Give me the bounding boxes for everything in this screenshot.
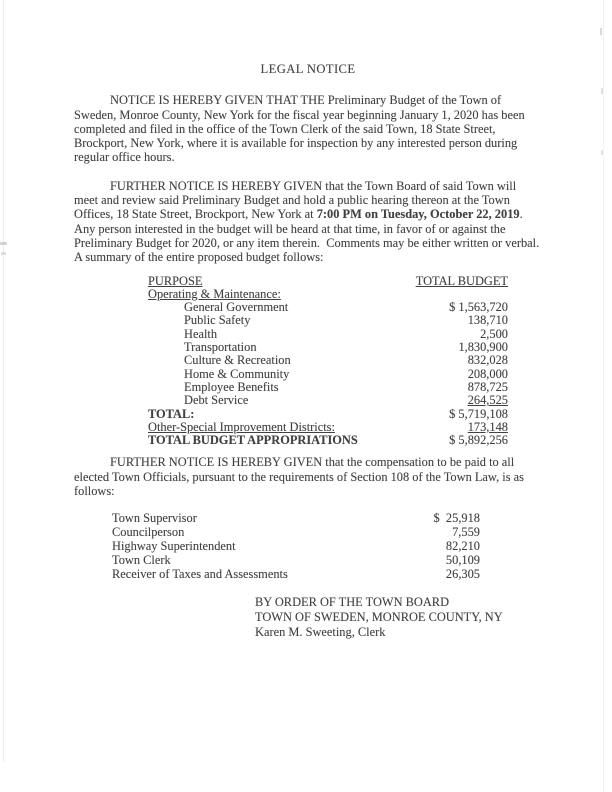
row-value: 2,500	[480, 326, 508, 341]
row-label: Transportation	[184, 340, 257, 355]
row-value: 138,710	[467, 313, 508, 328]
row-value: 26,305	[445, 566, 480, 581]
table-row	[148, 354, 508, 367]
closing-line-by-order: BY ORDER OF THE TOWN BOARD	[255, 595, 450, 610]
row-value: $ 1,563,720	[449, 300, 508, 315]
paragraph-text: FURTHER NOTICE IS HEREBY GIVEN that the compensation to be paid to all elected Town Officials, pursuant to the requirements of Section 108 of the Town Law, is as follows:	[74, 455, 528, 499]
table-row	[112, 554, 480, 568]
budget-summary-table	[148, 275, 508, 448]
table-row	[148, 368, 508, 381]
closing-block	[255, 595, 542, 639]
hearing-datetime: 7:00 PM on Tuesday, October 22, 2019	[316, 207, 520, 222]
column-header-purpose: PURPOSE	[148, 273, 203, 288]
table-row	[148, 301, 508, 314]
row-value: 82,210	[445, 538, 480, 553]
paragraph-text: FURTHER NOTICE IS HEREBY GIVEN that the Town Board of said Town will meet and review said Preliminary Budget and hold a public hearing thereon at the Town Offices, 18 State Street, Brockport, New York at	[74, 178, 520, 222]
row-label: Town Supervisor	[112, 511, 197, 526]
column-header-total-budget: TOTAL BUDGET	[415, 273, 508, 288]
row-label: Home & Community	[184, 366, 290, 381]
total-value: $ 5,719,108	[449, 406, 508, 421]
row-value: 208,000	[467, 366, 508, 381]
table-section-row	[148, 288, 508, 301]
table-grand-total-row	[148, 434, 508, 447]
scan-artifact-smudge	[0, 242, 7, 245]
row-label: Public Safety	[184, 313, 251, 328]
row-value: $ 25,918	[433, 511, 480, 526]
table-row	[148, 341, 508, 354]
grand-total-label: TOTAL BUDGET APPROPRIATIONS	[148, 433, 358, 448]
paragraph-officials-compensation	[74, 455, 542, 498]
row-value: 50,109	[445, 552, 480, 567]
table-row	[112, 568, 480, 582]
scan-artifact-right-edge-line	[603, 0, 604, 792]
row-value: 878,725	[467, 379, 508, 394]
table-row	[112, 540, 480, 554]
row-label: Highway Superintendent	[112, 538, 236, 553]
table-other-districts-row	[148, 421, 508, 434]
other-districts-value: 173,148	[467, 419, 508, 434]
table-header-row	[148, 275, 508, 288]
paragraph-public-hearing	[74, 178, 545, 265]
row-label: Employee Benefits	[184, 379, 279, 394]
other-districts-label: Other-Special Improvement Districts:	[148, 419, 335, 434]
row-label: Town Clerk	[112, 552, 171, 567]
section-label: Operating & Maintenance:	[148, 286, 281, 301]
grand-total-value: $ 5,892,256	[449, 433, 508, 448]
table-row	[112, 512, 480, 526]
table-row	[148, 328, 508, 341]
paragraph-text: . Any person interested in the budget will be heard at that time, in favor of or against the Preliminary Budget for 2020, or any item therein. Comments may be either written or verbal. A summary of the entire proposed budget follows:	[74, 207, 545, 265]
row-label: General Government	[184, 300, 289, 315]
scan-artifact-smudge	[1, 252, 6, 255]
table-row	[148, 381, 508, 394]
row-label: Debt Service	[184, 393, 249, 408]
page-title: LEGAL NOTICE	[260, 62, 356, 76]
table-total-row	[148, 408, 508, 421]
row-label: Culture & Recreation	[184, 353, 291, 368]
row-label: Health	[184, 326, 218, 341]
paragraph-notice-budget-filed	[74, 93, 542, 164]
table-row	[148, 314, 508, 327]
total-label: TOTAL:	[148, 406, 195, 421]
table-row	[112, 526, 480, 540]
row-value: 1,830,900	[458, 340, 508, 355]
row-label: Councilperson	[112, 525, 185, 540]
table-row	[148, 394, 508, 407]
closing-line-clerk-signature: Karen M. Sweeting, Clerk	[255, 624, 386, 639]
row-value: 7,559	[452, 525, 480, 540]
scan-artifact-mark	[601, 88, 603, 94]
paragraph-text: NOTICE IS HEREBY GIVEN THAT THE Preliminary Budget of the Town of Sweden, Monroe County, New York for the fiscal year beginning January 1, 2020 has been completed and filed in the office of the Town Clerk of the said Town, 18 State Street, Brockport, New York, where it is available for inspection by any interested person during regular office hours.	[74, 93, 528, 165]
scan-artifact-mark	[600, 28, 602, 35]
officials-compensation-table	[112, 512, 480, 581]
row-value: 264,525	[467, 393, 508, 408]
row-label: Receiver of Taxes and Assessments	[112, 566, 288, 581]
scan-artifact-left-edge-line	[3, 0, 4, 762]
closing-line-town: TOWN OF SWEDEN, MONROE COUNTY, NY	[255, 610, 503, 625]
row-value: 832,028	[467, 353, 508, 368]
scan-artifact-mark	[601, 150, 603, 155]
